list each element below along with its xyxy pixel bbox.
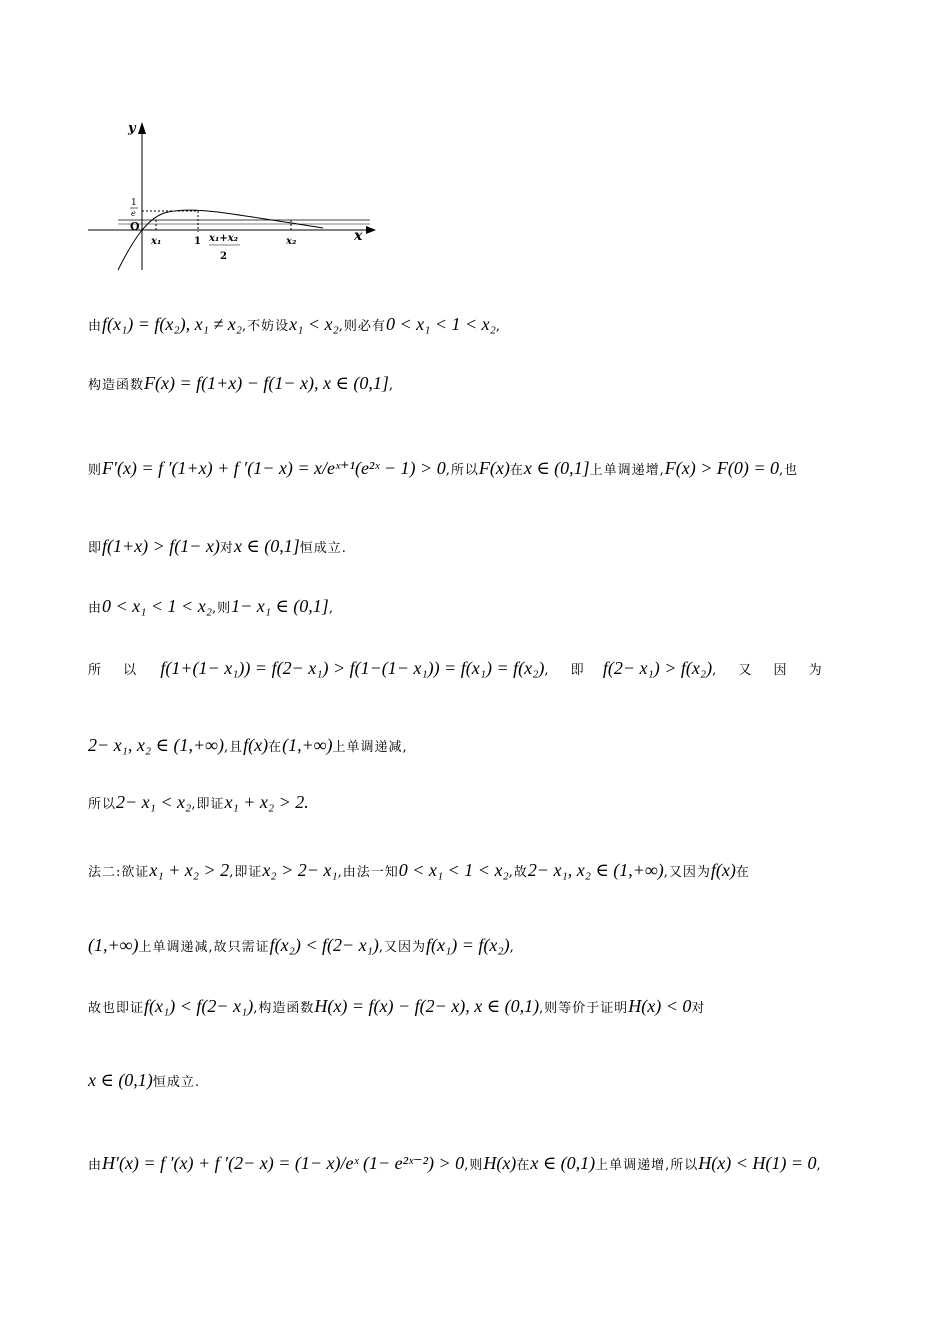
y-tick-denominator: e — [131, 209, 136, 218]
text-line-11: 故也即证f(x₁) < f(2− x₁),构造函数H(x) = f(x) − f(2− x), x ∈ (0,1),则等价于证明H(x) < 0对 — [88, 996, 706, 1016]
function-graph — [88, 112, 378, 282]
text-line-6: 所 以 f(1+(1− x₁)) = f(2− x₁) > f(1−(1− x₁)) = f(x₁) = f(x₂), 即 f(2− x₁) > f(x₂), 又 因 为 — [88, 658, 831, 678]
text-line-2: 构造函数F(x) = f(1+x) − f(1− x), x ∈ (0,1], — [88, 373, 394, 393]
y-tick-numerator: 1 — [131, 198, 137, 208]
text-line-8: 所以2− x₁ < x₂,即证x₁ + x₂ > 2. — [88, 792, 309, 812]
text-line-7: 2− x₁, x₂ ∈ (1,+∞),且f(x)在(1,+∞)上单调递减, — [88, 735, 408, 755]
text-line-10: (1,+∞)上单调递减,故只需证f(x₂) < f(2− x₁),又因为f(x₁) = f(x₂), — [88, 935, 515, 955]
text-line-4: 即f(1+x) > f(1− x)对x ∈ (0,1]恒成立. — [88, 536, 347, 556]
text-line-13: 由H′(x) = f ′(x) + f ′(2− x) = (1− x)/eˣ (1− e²ˣ⁻²) > 0,则H(x)在x ∈ (0,1)上单调递增,所以H(x) < H(1) = 0, — [88, 1153, 822, 1173]
text-line-9: 法二:欲证x₁ + x₂ > 2,即证x₂ > 2− x₁,由法一知0 < x₁ < 1 < x₂,故2− x₁, x₂ ∈ (1,+∞),又因为f(x)在 — [88, 860, 750, 880]
x1-tick-label: x₁ — [151, 236, 162, 247]
x2-tick-label: x₂ — [286, 236, 297, 247]
x-axis-arrow — [366, 226, 376, 234]
x-axis-label: x — [354, 228, 363, 244]
y-axis-label: y — [128, 121, 136, 136]
text-line-3: 则F′(x) = f ′(1+x) + f ′(1− x) = x/eˣ⁺¹(e²ˣ − 1) > 0,所以F(x)在x ∈ (0,1]上单调递增,F(x) > F(0) = 0,也 — [88, 458, 799, 478]
text-line-1: 由f(x₁) = f(x₂), x₁ ≠ x₂,不妨设x₁ < x₂,则必有0 < x₁ < 1 < x₂, — [88, 314, 502, 334]
y-axis-arrow — [138, 122, 146, 134]
text-line-12: x ∈ (0,1)恒成立. — [88, 1070, 200, 1090]
origin-label: O — [130, 220, 140, 233]
midpoint-numerator: x₁+x₂ — [209, 233, 239, 244]
text-line-5: 由0 < x₁ < 1 < x₂,则1− x₁ ∈ (0,1], — [88, 596, 334, 616]
one-tick-label: 1 — [194, 236, 201, 247]
midpoint-denominator: 2 — [220, 251, 227, 262]
